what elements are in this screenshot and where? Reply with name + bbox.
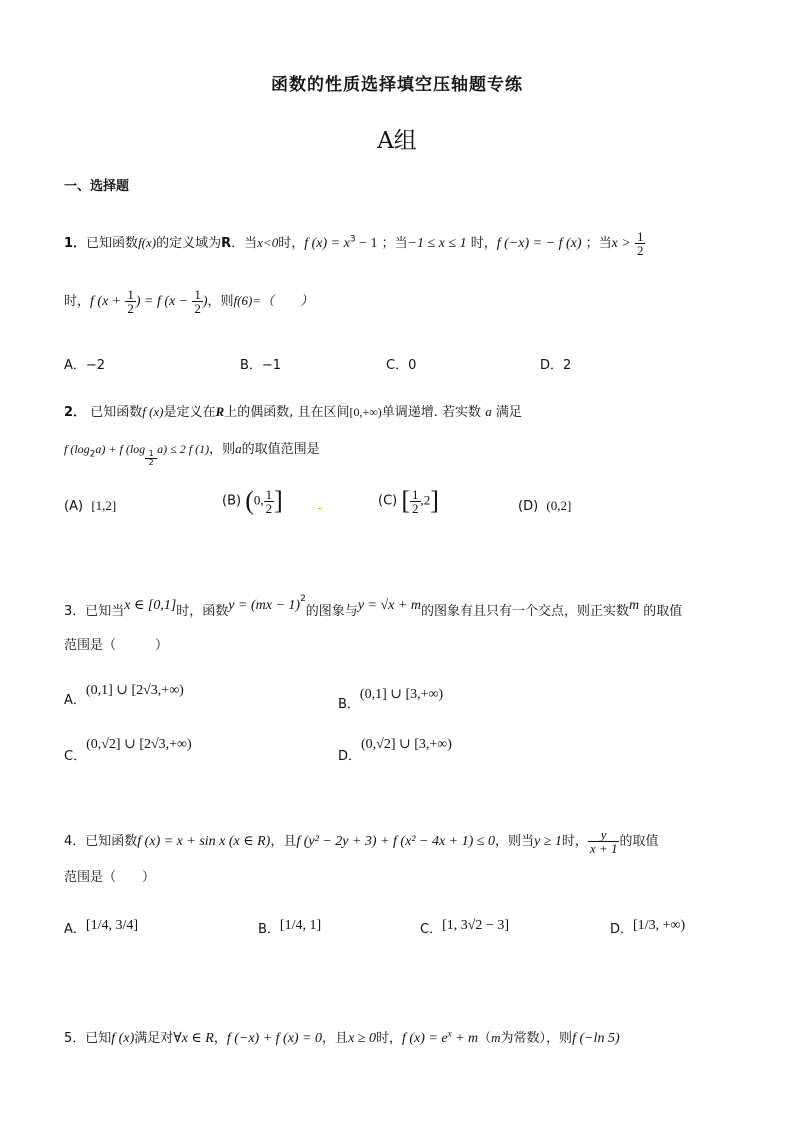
q3-option-b[interactable]: B．(0,1] ∪ [3,+∞) bbox=[338, 687, 444, 712]
question-3-line-2: 范围是（ ） bbox=[64, 638, 169, 653]
question-1-line-2: 时，f (x + $\frac{1}{2}$ ) = f (x − $\frac{1}{2}$ )，则f(6)=（ ） bbox=[64, 287, 314, 316]
q4-option-a[interactable]: A．[1/4, 3/4] bbox=[64, 918, 139, 937]
question-2-line-2: f $(\log_2a) + f$ (log $\frac{1}{2}$ a) ≤ 2 f (1)，则a的取值范围是 bbox=[64, 441, 320, 467]
option-b[interactable]: B．−1 bbox=[240, 358, 282, 373]
question-4-line-2: 范围是（ ） bbox=[64, 870, 156, 885]
fraction-y-over-x1: $\frac{y}{x + 1}$ bbox=[589, 827, 618, 856]
group-heading: A组 bbox=[377, 128, 417, 154]
q3-option-c[interactable]: C．(0,√2] ∪ [2√3,+∞) bbox=[64, 737, 192, 764]
q2-option-c[interactable]: (C) [ $\frac{1}{2}$ ,2] bbox=[378, 486, 439, 516]
page-title: 函数的性质选择填空压轴题专练 bbox=[271, 75, 523, 95]
q4-option-d[interactable]: D．[1/3, +∞) bbox=[610, 918, 686, 937]
q2-option-d[interactable]: (D) (0,2] bbox=[518, 498, 572, 514]
stray-mark bbox=[318, 508, 321, 509]
option-d[interactable]: D．2 bbox=[540, 358, 572, 373]
q2-option-a[interactable]: (A) [1,2] bbox=[64, 498, 117, 514]
question-1-line-1: 1．已知函数f(x)的定义域为R．当x<0时，f $(x) = x^3 - 1$ ；当−1 ≤ x ≤ 1 时，f (−x) = − f (x) ；当x > $\frac{1}{2}$ bbox=[64, 229, 644, 258]
q3-option-d[interactable]: D．(0,√2] ∪ [3,+∞) bbox=[338, 737, 452, 764]
option-a[interactable]: A．−2 bbox=[64, 358, 106, 373]
question-4-line-1: 4．已知函数f (x) = x + sin x (x ∈ R)，且f (y² − 2y + 3) + f (x² − 4x + 1) ≤ 0，则当y ≥ 1时， $\frac{y}{x + 1}$ 的取值 bbox=[64, 827, 659, 856]
fraction-half: $\frac{1}{2}$ bbox=[636, 229, 644, 258]
q2-option-b[interactable]: (B) (0, $\frac{1}{2}$ ] bbox=[222, 486, 283, 516]
question-5-line-1: 5．已知f (x)满足对∀x ∈ R，f (−x) + f (x) = 0，且x ≥ 0时，f $(x) = e^x + m(m$为常数），则f (−ln 5) bbox=[64, 1028, 620, 1046]
log-base-half: $\frac{1}{2}$ bbox=[145, 450, 157, 467]
q3-option-a[interactable]: A．(0,1] ∪ [2√3,+∞) bbox=[64, 683, 184, 708]
option-c[interactable]: C．0 bbox=[386, 358, 417, 373]
q4-option-c[interactable]: C．[1, 3√2 − 3] bbox=[420, 918, 509, 937]
question-2-line-1: 2． 已知函数f (x)是定义在R上的偶函数, 且在区间[0,+∞)单调递增. 若实数 a 满足 bbox=[64, 404, 522, 420]
q4-option-b[interactable]: B．[1/4, 1] bbox=[258, 918, 322, 937]
question-3-line-1: 3．已知当x ∈ [0,1]时，函数y = (mx − 1)$^2$的图象与y = √x + m的图象有且只有一个交点，则正实数m 的取值 bbox=[64, 594, 683, 619]
question-number: 1． bbox=[64, 236, 87, 251]
section-heading: 一、选择题 bbox=[64, 179, 130, 194]
